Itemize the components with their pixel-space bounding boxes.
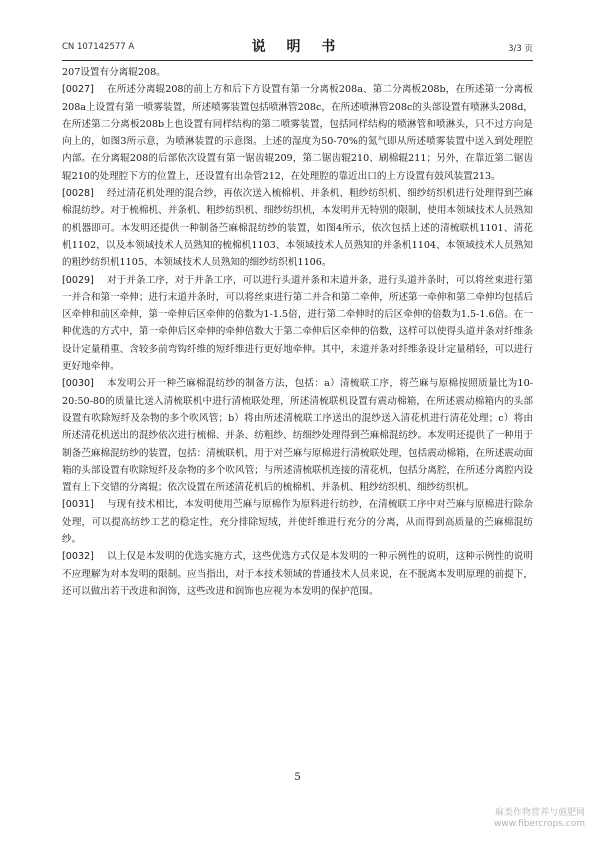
page-indicator: 3/3 页 xyxy=(508,44,533,54)
watermark xyxy=(494,808,585,830)
paragraph-0032 xyxy=(62,548,533,600)
page-number: 5 xyxy=(294,772,301,783)
page-header xyxy=(62,36,533,60)
paragraph-text: 207设置有分离辊208。 xyxy=(62,67,166,78)
paragraph-continuation xyxy=(62,64,533,81)
paragraph-0029 xyxy=(62,272,533,376)
watermark-site-name: 麻类作物营养与施肥网 xyxy=(494,808,585,818)
paragraph-0031 xyxy=(62,496,533,548)
description-body xyxy=(62,64,533,600)
paragraph-0030 xyxy=(62,375,533,496)
paragraph-number: [0032] xyxy=(62,551,94,563)
watermark-url: www.fibercrops.com xyxy=(494,819,585,829)
paragraph-text: 经过清花机处理的混合纱，再依次送入梳棉机、并条机、粗纱纺织机、细纱纺织机进行处理得到苎麻棉混纺纱。对于梳棉机、并条机、粗纱纺织机、细纱纺织机，本发明并无特别的限制，使用本领域技术人员熟知的机器即可。本发明还提供一种制备苎麻棉混纺纱的装置，如图4所示，依次包括上述的清梳联机1101、清花机1102，以及本领域技术人员熟知的梳棉机1103、本领域技术人员熟知的并条机1104、本领域技术人员熟知的粗纱纺织机1105、本领域技术人员熟知的细纱纺织机1106。 xyxy=(62,188,533,269)
document-title: 说 明 书 xyxy=(251,39,344,55)
paragraph-number: [0029] xyxy=(62,274,94,286)
header-divider xyxy=(62,60,533,61)
paragraph-number: [0030] xyxy=(62,378,94,390)
paragraph-text: 对于并条工序，对于并条工序，可以进行头道并条和末道并条，进行头道并条时，可以将丝束进行第一并合和第一牵伸；进行末道并条时，可以将丝束进行第二并合和第二牵伸，所述第一牵伸和第二牵伸均包括后区牵伸和前区牵伸，第一牵伸后区牵伸的倍数为1-1.5倍，进行第二牵伸时的后区牵伸的倍数为1.5-1.6倍。在一种优选的方式中，第一牵伸后区牵伸的牵伸倍数大于第二牵伸后区牵伸的倍数，这样可以使得头道并条对纤维条设计定量稍重、含较多前弯钩纤维的短纤维进行更好地牵伸。其中，末道并条对纤维条设计定量稍轻，可以进行更好地牵伸。 xyxy=(62,274,533,373)
patent-number: CN 107142577 A xyxy=(62,42,135,52)
paragraph-number: [0031] xyxy=(62,499,94,511)
paragraph-number: [0028] xyxy=(62,188,94,200)
paragraph-0027 xyxy=(62,81,533,185)
paragraph-text: 在所述分离辊208的前上方和后下方设置有第一分离板208a、第二分离板208b，在所述第一分离板208a上设置有第一喷雾装置，所述喷雾装置包括喷淋管208c，在所述喷淋管208c的头部设置有喷淋头208d，在所述第二分离板208b上也设置有同样结构的第二喷雾装置，包括同样结构的喷淋管和喷淋头，只不过方向是向上的，如图3所示意，为喷淋装置的示意图。上述的湿度为50-70%的氮气即从所述喷雾装置中送入到处理腔内部。在分离辊208的后部依次设置有第一锯齿辊209，第二锯齿辊210、刷棉辊211；另外，在靠近第二锯齿辊210的处理腔下方的位置上，还设置有出杂管212，在处理腔的靠近出口的上方设置有鼓风装置213。 xyxy=(62,84,533,182)
paragraph-text: 以上仅是本发明的优选实施方式，这些优选方式仅是本发明的一种示例性的说明，这种示例性的说明不应理解为对本发明的限制。应当指出，对于本技术领域的普通技术人员来说，在不脱离本发明原理的前提下，还可以做出若干改进和润饰，这些改进和润饰也应视为本发明的保护范围。 xyxy=(62,551,533,597)
paragraph-number: [0027] xyxy=(62,84,94,96)
paragraph-0028 xyxy=(62,185,533,271)
paragraph-text: 本发明公开一种苎麻棉混纺纱的制备方法，包括：a）清梳联工序，将苎麻与原棉按照质量比为10-20:50-80的质量比送入清梳联机中进行清梳联处理，所述清梳联机设置有震动棉箱，在所述震动棉箱内的头部设置有吹除短纤及杂物的多个吹风管；b）将由所述清梳联工序送出的混纱送入清花机进行清花处理；c）将由所述清花机送出的混纱依次进行梳棉、并条、纺粗纱、纺细纱处理得到苎麻棉混纺纱。本发明还提供了一种用于制备苎麻棉混纺纱的装置，包括：清梳联机，用于对苎麻与原棉进行清梳联处理，包括震动棉箱，在所述震动面箱的头部设置有吹除短纤及杂物的多个吹风管；与所述清梳联机连接的清花机，包括分离腔，在所述分离腔内设置有上下交错的分离辊；依次设置在所述清花机后的梳棉机、并条机、粗纱纺织机、细纱纺织机。 xyxy=(62,378,533,494)
paragraph-text: 与现有技术相比，本发明使用苎麻与原棉作为原料进行纺纱，在清梳联工序中对苎麻与原棉进行除杂处理，可以提高纺纱工艺的稳定性，充分排除短绒，并使纤维进行充分的分离，从而得到高质量的苎麻棉混纺纱。 xyxy=(62,499,533,546)
